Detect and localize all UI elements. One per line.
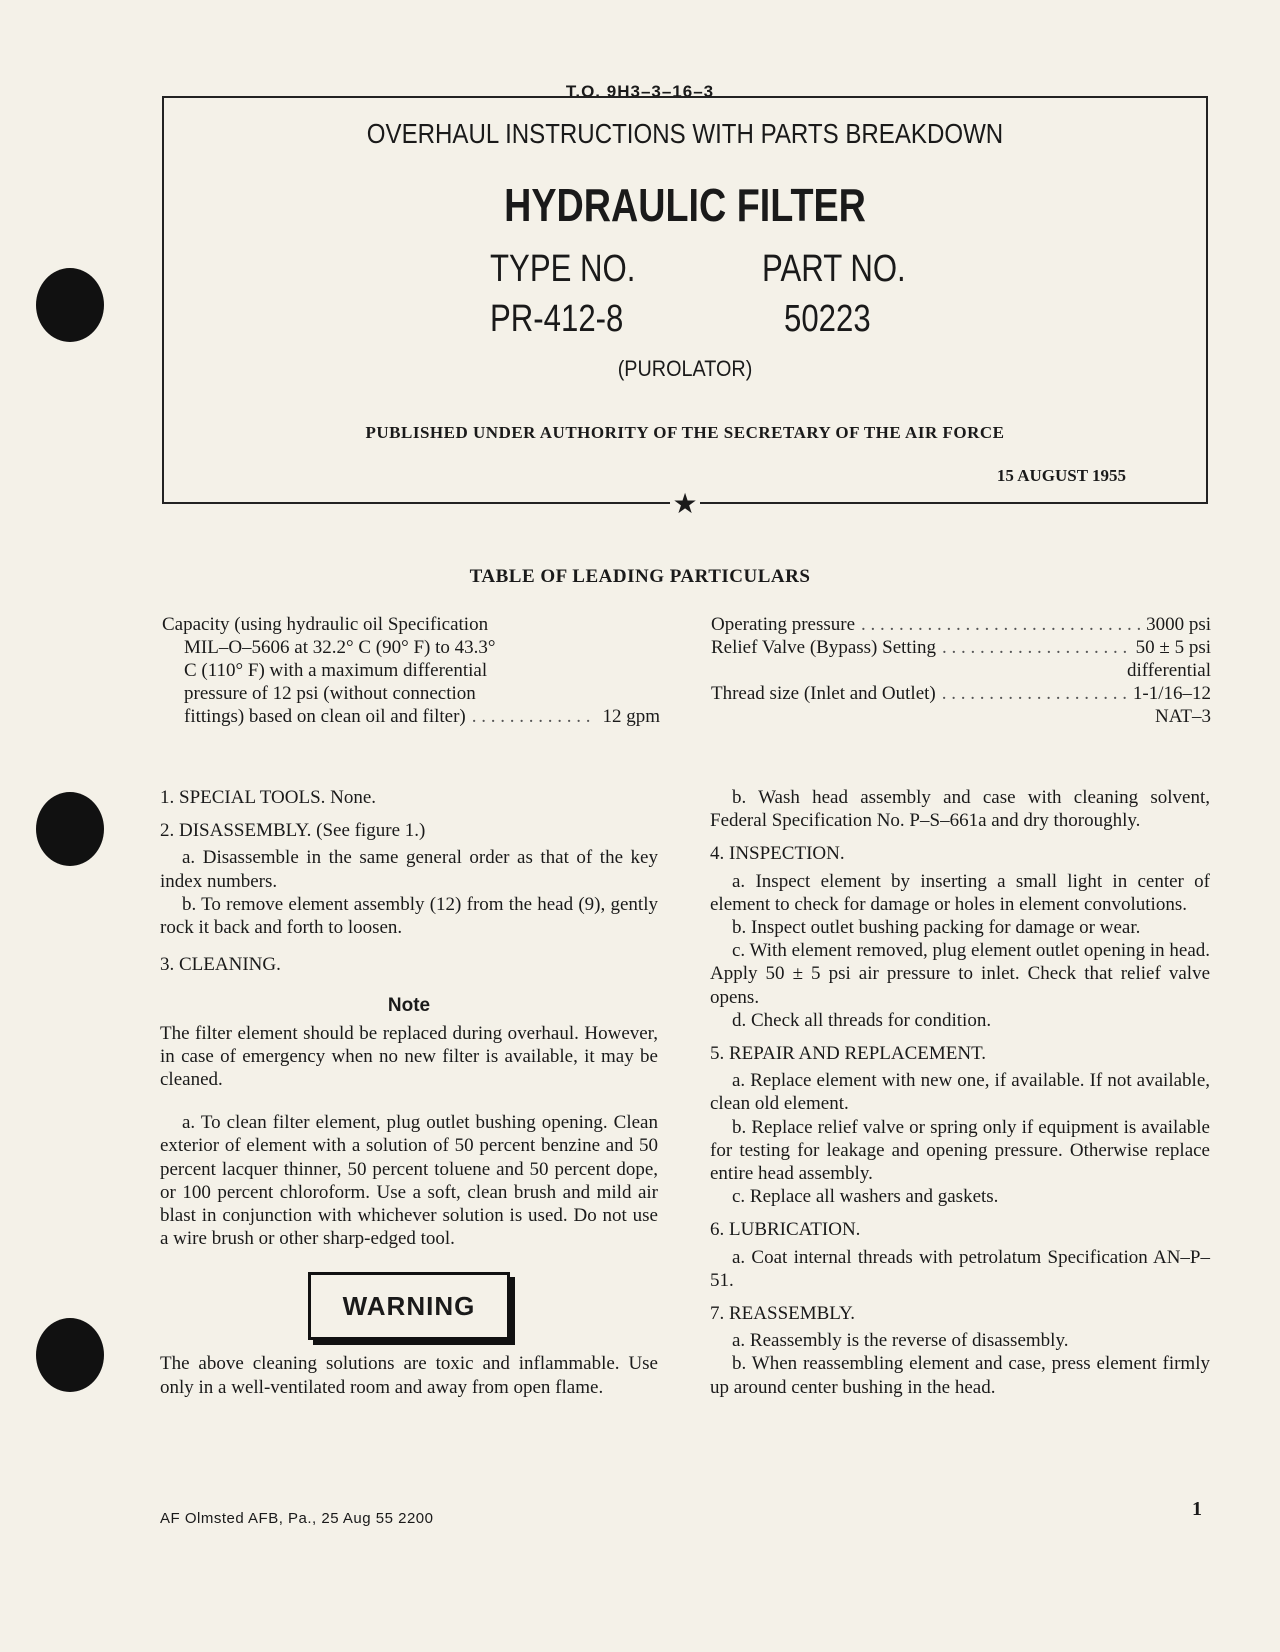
punch-hole [36, 268, 104, 342]
thread-value-class: NAT–3 [1155, 706, 1211, 727]
note-title: Note [387, 995, 431, 1017]
title-box [162, 96, 1208, 504]
paragraph: d. Check all threads for condition. [732, 1009, 992, 1031]
relief-label: Relief Valve (Bypass) Setting [711, 637, 936, 658]
capacity-line: Capacity (using hydraulic oil Specification [162, 614, 489, 635]
part-value: 50223 [784, 298, 871, 340]
operating-label: Operating pressure [711, 614, 856, 635]
printer-line: AF Olmsted AFB, Pa., 25 Aug 55 2200 [160, 1510, 434, 1527]
paragraph: b. Wash head assembly and case with cleaning solvent, Federal Specification No. P–S–661a and dry thoroughly. [710, 787, 1210, 832]
part-label: PART NO. [762, 248, 906, 290]
left-column [160, 786, 658, 1399]
note-body: The filter element should be replaced during overhaul. However, in case of emergency when no new filter is available, it may be cleaned. [160, 1022, 658, 1091]
capacity-line: pressure of 12 psi (without connection [184, 683, 476, 704]
leader-dots [942, 682, 1127, 705]
pressure-specs [711, 613, 1211, 728]
publication-date: 15 AUGUST 1955 [996, 466, 1126, 485]
warning-box: WARNING [308, 1272, 510, 1340]
manufacturer: (PUROLATOR) [617, 356, 753, 381]
section-heading: 3. CLEANING. [160, 954, 281, 976]
leader-dots [472, 705, 597, 728]
authority-line: PUBLISHED UNDER AUTHORITY OF THE SECRETARY OF THE AIR FORCE [365, 423, 1005, 442]
paragraph: a. Disassemble in the same general order as that of the key index numbers. [160, 847, 658, 892]
capacity-spec [162, 613, 660, 728]
punch-hole [36, 1318, 104, 1392]
particulars-title: TABLE OF LEADING PARTICULARS [469, 566, 811, 587]
page-number: 1 [1192, 1498, 1202, 1520]
paragraph: c. With element removed, plug element outlet opening in head. Apply 50 ± 5 psi air pressure to inlet. Check that relief valve opens. [710, 940, 1210, 1008]
section-heading: 2. DISASSEMBLY. (See figure 1.) [160, 820, 426, 842]
operating-value: 3000 psi [1146, 614, 1211, 635]
paragraph: c. Replace all washers and gaskets. [732, 1186, 999, 1208]
thread-label: Thread size (Inlet and Outlet) [711, 683, 936, 704]
section-heading: 6. LUBRICATION. [710, 1219, 861, 1241]
paragraph: b. Replace relief valve or spring only if equipment is available for testing for leakage and opening pressure. Otherwise replace entire head assembly. [710, 1116, 1210, 1185]
relief-value: 50 ± 5 psi [1135, 637, 1211, 658]
capacity-line: MIL–O–5606 at 32.2° C (90° F) to 43.3° [184, 637, 496, 658]
leader-dots [861, 613, 1140, 636]
paragraph: a. Reassembly is the reverse of disassembly. [732, 1330, 1069, 1352]
punch-hole [36, 792, 104, 866]
title-line: OVERHAUL INSTRUCTIONS WITH PARTS BREAKDOWN [366, 118, 1004, 149]
paragraph: a. Inspect element by inserting a small light in center of element to check for damage or holes in element convolutions. [710, 870, 1210, 915]
paragraph: a. Coat internal threads with petrolatum Specification AN–P–51. [710, 1246, 1210, 1291]
paragraph: a. To clean filter element, plug outlet bushing opening. Clean exterior of element with a solution of 50 percent benzine and 50 percent lacquer thinner, 50 percent toluene and 50 percent dope, or 100 percent chloroform. Use a soft, clean brush and mild air blast in conjunction with whichever solution is used. Do not use a wire brush or other sharp-edged tool. [160, 1112, 658, 1250]
paragraph: b. Inspect outlet bushing packing for damage or wear. [732, 917, 1141, 939]
relief-value-unit: differential [1126, 660, 1211, 681]
thread-value: 1-1/16–12 [1132, 683, 1211, 704]
capacity-value: 12 gpm [602, 706, 660, 727]
section-heading: 4. INSPECTION. [710, 843, 845, 865]
warning-body: The above cleaning solutions are toxic and inflammable. Use only in a well-ventilated room and away from open flame. [160, 1353, 658, 1398]
main-title: HYDRAULIC FILTER [504, 179, 866, 231]
section-heading: 7. REASSEMBLY. [710, 1303, 856, 1325]
type-value: PR-412-8 [490, 298, 624, 340]
paragraph: b. To remove element assembly (12) from the head (9), gently rock it back and forth to loosen. [160, 893, 658, 939]
paragraph: b. When reassembling element and case, press element firmly up around center bushing in the head. [710, 1353, 1210, 1398]
right-column [710, 786, 1210, 1399]
paragraph: a. Replace element with new one, if available. If not available, clean old element. [710, 1070, 1210, 1115]
leader-dots [942, 636, 1130, 659]
capacity-line: fittings) based on clean oil and filter) [184, 706, 466, 727]
section-heading: 1. SPECIAL TOOLS. None. [160, 787, 377, 808]
to-number: T.O. 9H3–3–16–3 [565, 82, 715, 101]
capacity-line: C (110° F) with a maximum differential [184, 660, 488, 681]
star-icon: ★ [670, 490, 700, 520]
section-heading: 5. REPAIR AND REPLACEMENT. [710, 1043, 987, 1065]
type-label: TYPE NO. [490, 248, 636, 290]
